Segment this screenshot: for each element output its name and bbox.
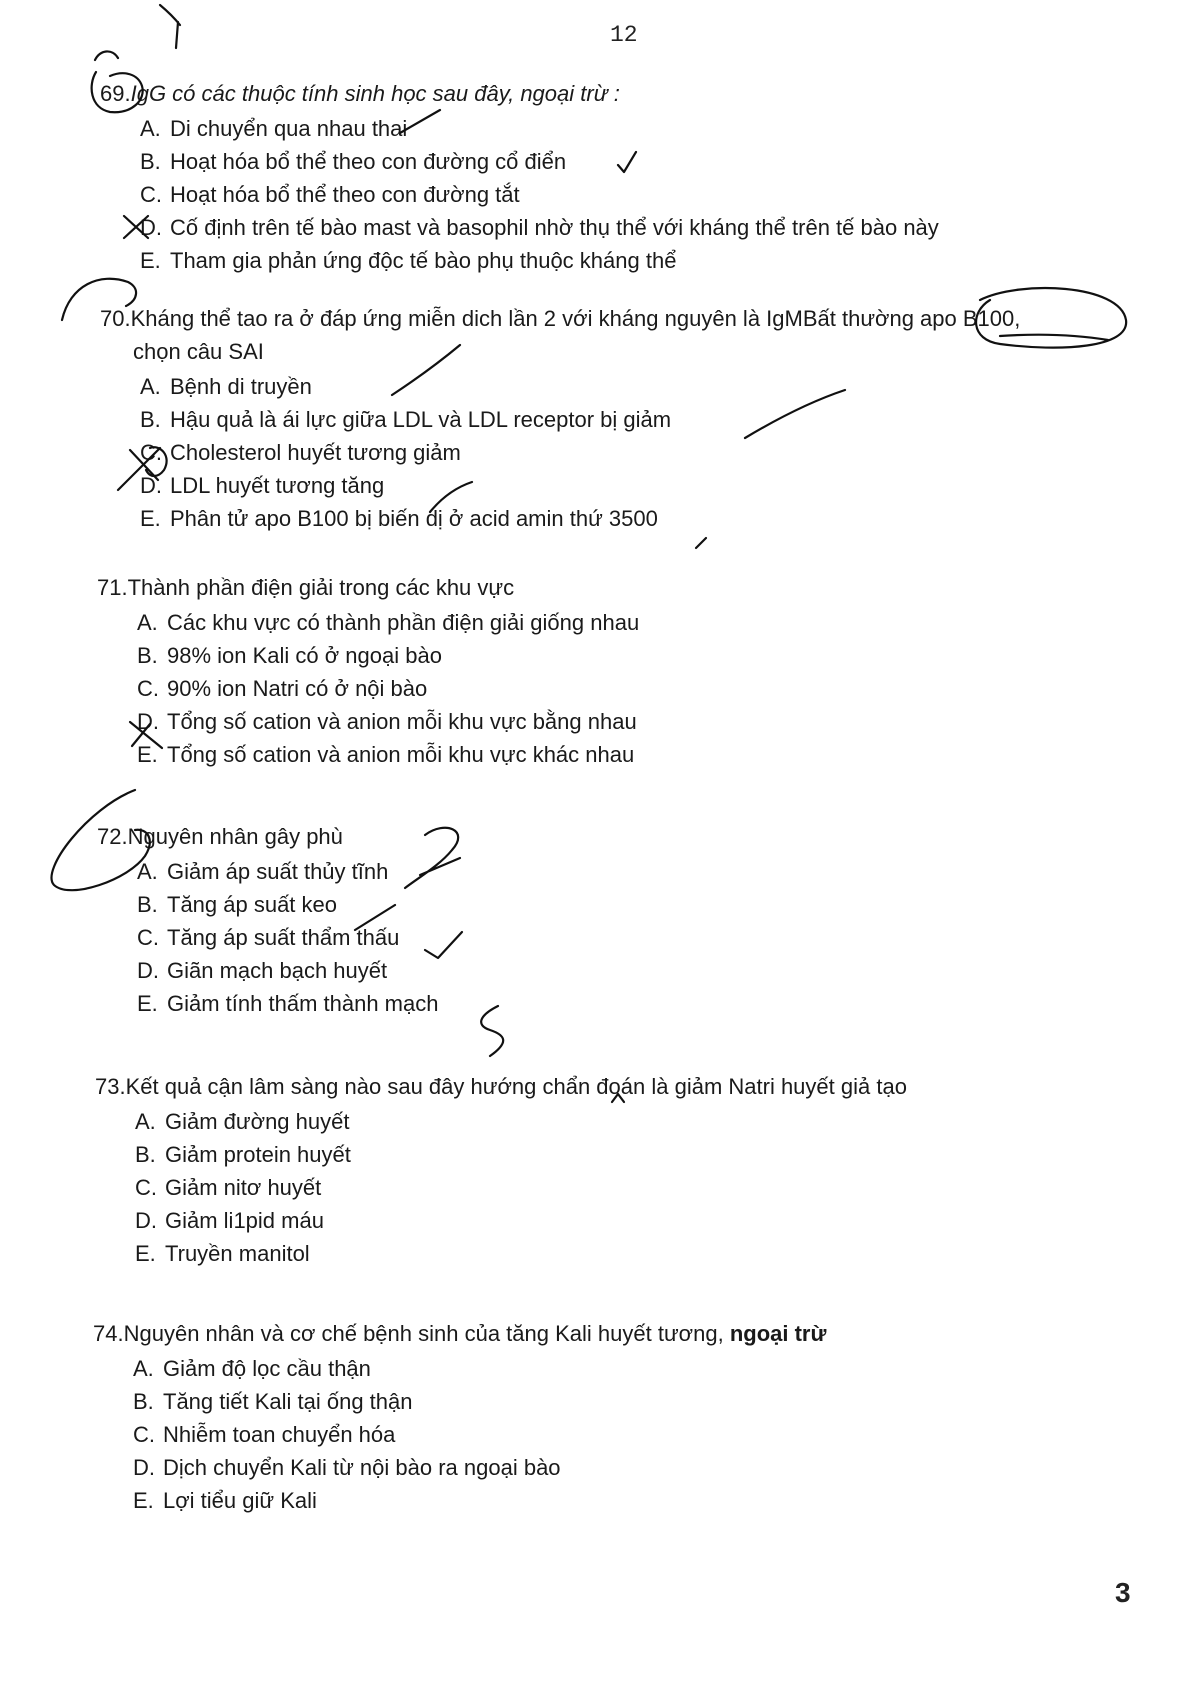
option-d: D. Cố định trên tế bào mast và basophil nhờ thụ thể với kháng thể trên tế bào này <box>140 215 939 240</box>
question-title: 70.Kháng thể tao ra ở đáp ứng miễn dich lần 2 với kháng nguyên là IgMBất thường apo B100, <box>100 306 1021 331</box>
question-title: 74.Nguyên nhân và cơ chế bệnh sinh của tăng Kali huyết tương, ngoại trừ <box>93 1321 827 1346</box>
option-e: E. Truyền manitol <box>135 1241 310 1266</box>
question-text: IgG có các thuộc tính sinh học sau đây, ngoại trừ : <box>130 81 620 106</box>
question-number: 74 <box>93 1321 118 1346</box>
question-71 <box>97 574 639 771</box>
option-d: D. Giảm li1pid máu <box>135 1208 324 1233</box>
pen-stroke-top <box>160 5 180 48</box>
pen-stroke-70e <box>696 538 706 548</box>
question-title: 72.Nguyên nhân gây phù <box>97 824 343 849</box>
question-73 <box>95 1073 907 1270</box>
option-c: C. Tăng áp suất thẩm thấu <box>137 925 400 950</box>
option-d: D. Dịch chuyển Kali từ nội bào ra ngoại bào <box>133 1455 561 1480</box>
question-text: Kháng thể tao ra ở đáp ứng miễn dich lần 2 với kháng nguyên là IgMBất thường apo B100, <box>130 306 1021 331</box>
corner-mark: 3 <box>1115 1577 1131 1608</box>
question-number: 72 <box>97 824 122 849</box>
question-74 <box>93 1320 826 1517</box>
question-title: 69.IgG có các thuộc tính sinh học sau đây, ngoại trừ : <box>100 81 620 106</box>
question-number: 71 <box>97 575 122 600</box>
option-list <box>133 1352 826 1517</box>
option-c: C. Cholesterol huyết tương giảm <box>140 440 461 465</box>
option-e: E. Lợi tiểu giữ Kali <box>133 1488 317 1513</box>
question-69 <box>100 80 939 277</box>
option-d: D. Tổng số cation và anion mỗi khu vực bằng nhau <box>137 709 637 734</box>
option-a: A. Giảm độ lọc cầu thận <box>133 1356 371 1381</box>
question-number: 73 <box>95 1074 120 1099</box>
page-number: 12 <box>610 22 638 48</box>
option-d: D. LDL huyết tương tăng <box>140 473 385 498</box>
option-list <box>137 606 639 771</box>
question-text: Nguyên nhân và cơ chế bệnh sinh của tăng Kali huyết tương, <box>123 1321 724 1346</box>
option-a: A. Di chuyển qua nhau thai <box>140 116 408 141</box>
option-a: A. Bệnh di truyền <box>140 374 312 399</box>
question-title: 71.Thành phần điện giải trong các khu vực <box>97 575 515 600</box>
question-title-continuation: chọn câu SAI <box>133 339 264 364</box>
question-70 <box>100 305 1020 535</box>
option-b: B. Tăng áp suất keo <box>137 892 338 917</box>
option-list <box>140 112 939 277</box>
pen-stroke-72e <box>481 1006 503 1056</box>
option-c: C. Hoạt hóa bổ thể theo con đường tắt <box>140 182 520 207</box>
option-list <box>137 855 438 1020</box>
option-b: B. Giảm protein huyết <box>135 1142 351 1167</box>
option-b: B. 98% ion Kali có ở ngoại bào <box>137 643 442 668</box>
option-c: C. Nhiễm toan chuyển hóa <box>133 1422 396 1447</box>
option-d: D. Giãn mạch bạch huyết <box>137 958 388 983</box>
question-emphasis: ngoại trừ <box>723 1321 827 1346</box>
question-72 <box>97 823 438 1020</box>
question-number: 69 <box>100 81 125 106</box>
option-list <box>140 370 1020 535</box>
question-text: Thành phần điện giải trong các khu vực <box>127 575 515 600</box>
question-number: 70 <box>100 306 125 331</box>
option-e: E. Phân tử apo B100 bị biến dị ở acid amin thứ 3500 <box>140 506 658 531</box>
option-c: C. 90% ion Natri có ở nội bào <box>137 676 428 701</box>
option-a: A. Giảm áp suất thủy tĩnh <box>137 859 389 884</box>
option-c: C. Giảm nitơ huyết <box>135 1175 322 1200</box>
option-e: E. Tổng số cation và anion mỗi khu vực khác nhau <box>137 742 635 767</box>
option-b: B. Tăng tiết Kali tại ống thận <box>133 1389 413 1414</box>
question-text: Nguyên nhân gây phù <box>127 824 343 849</box>
question-title: 73.Kết quả cận lâm sàng nào sau đây hướng chẩn đoán là giảm Natri huyết giả tạo <box>95 1074 907 1099</box>
option-e: E. Tham gia phản ứng độc tế bào phụ thuộc kháng thể <box>140 248 677 273</box>
option-b: B. Hậu quả là ái lực giữa LDL và LDL receptor bị giảm <box>140 407 672 432</box>
option-a: A. Các khu vực có thành phần điện giải giống nhau <box>137 610 640 635</box>
option-e: E. Giảm tính thấm thành mạch <box>137 991 439 1016</box>
question-text: Kết quả cận lâm sàng nào sau đây hướng chẩn đoán là giảm Natri huyết giả tạo <box>125 1074 907 1099</box>
option-a: A. Giảm đường huyết <box>135 1109 350 1134</box>
option-b: B. Hoạt hóa bổ thể theo con đường cổ điển <box>140 149 567 174</box>
option-list <box>135 1105 907 1270</box>
